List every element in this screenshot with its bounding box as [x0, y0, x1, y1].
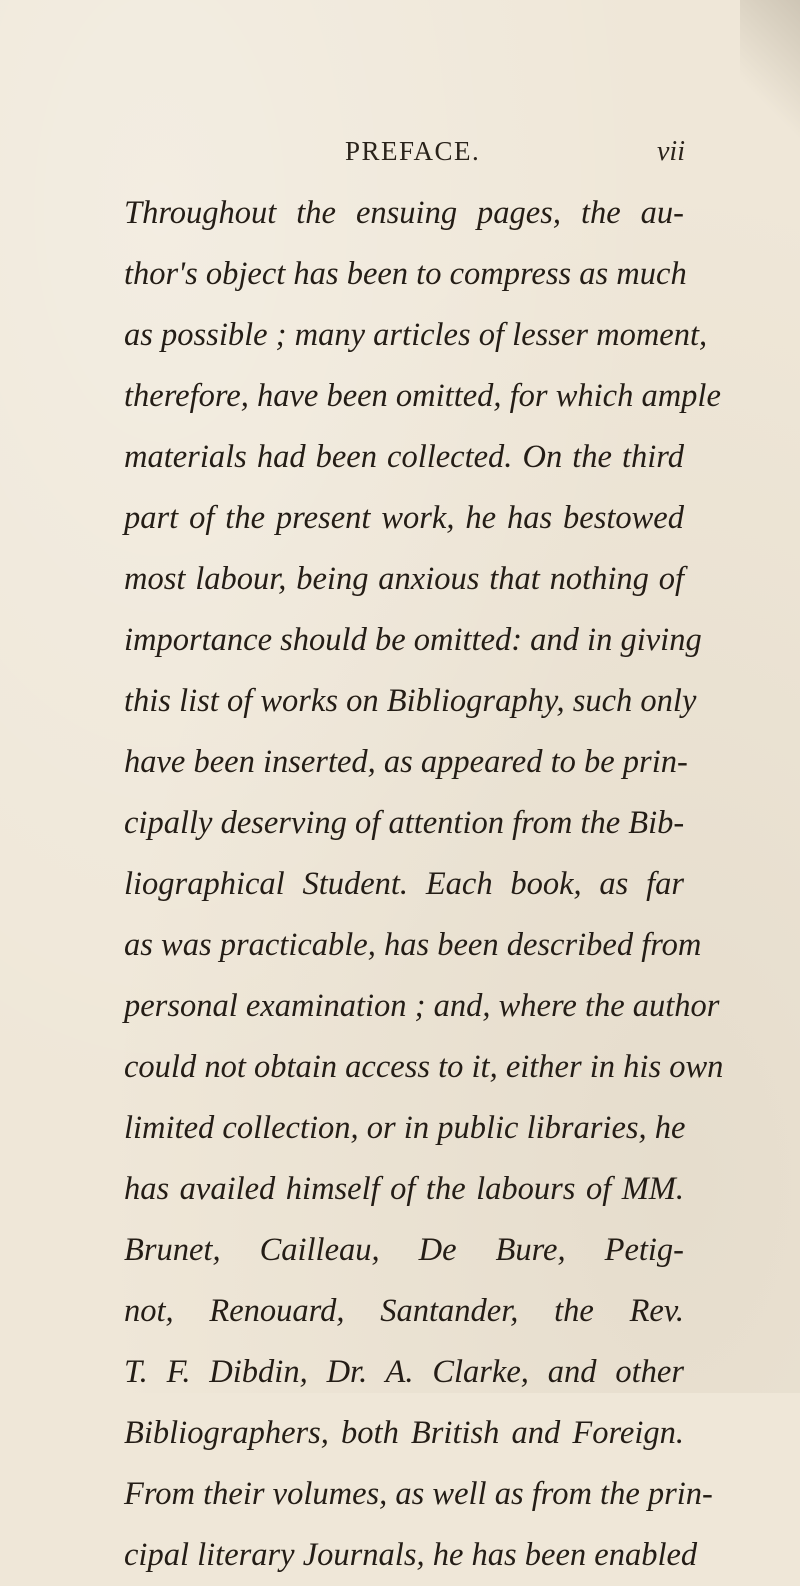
text-line: not, Renouard, Santander, the Rev. [124, 1293, 684, 1329]
text-line: Throughout the ensuing pages, the au- [124, 195, 684, 231]
text-line: limited collection, or in public libraries, he [124, 1110, 686, 1146]
text-line: cipally deserving of attention from the Bib- [124, 805, 685, 841]
text-line: importance should be omitted: and in giving [124, 622, 702, 658]
text-line: this list of works on Bibliography, such only [124, 683, 697, 719]
page-corner-shadow [740, 0, 800, 140]
text-line: have been inserted, as appeared to be prin- [124, 744, 688, 780]
text-line: liographical Student. Each book, as far [124, 866, 684, 902]
page-header [345, 136, 685, 176]
text-line: part of the present work, he has bestowed [124, 500, 684, 536]
text-line: personal examination ; and, where the author [124, 988, 720, 1024]
text-line: thor's object has been to compress as much [124, 256, 687, 292]
text-line: could not obtain access to it, either in his own [124, 1049, 724, 1085]
text-line: Bibliographers, both British and Foreign. [124, 1415, 684, 1451]
text-line: materials had been collected. On the third [124, 439, 684, 475]
text-line: as was practicable, has been described from [124, 927, 702, 963]
page-number: vii [657, 136, 685, 167]
text-line: as possible ; many articles of lesser moment, [124, 317, 708, 353]
text-line: Brunet, Cailleau, De Bure, Petig- [124, 1232, 684, 1268]
text-line: cipal literary Journals, he has been enabled [124, 1537, 698, 1573]
body-text [124, 183, 724, 1586]
text-line: From their volumes, as well as from the prin- [124, 1476, 713, 1512]
text-line: has availed himself of the labours of MM. [124, 1171, 684, 1207]
text-line: T. F. Dibdin, Dr. A. Clarke, and other [124, 1354, 684, 1390]
text-line: therefore, have been omitted, for which ample [124, 378, 721, 414]
text-line: most labour, being anxious that nothing of [124, 561, 684, 597]
running-head: PREFACE. [345, 136, 481, 166]
